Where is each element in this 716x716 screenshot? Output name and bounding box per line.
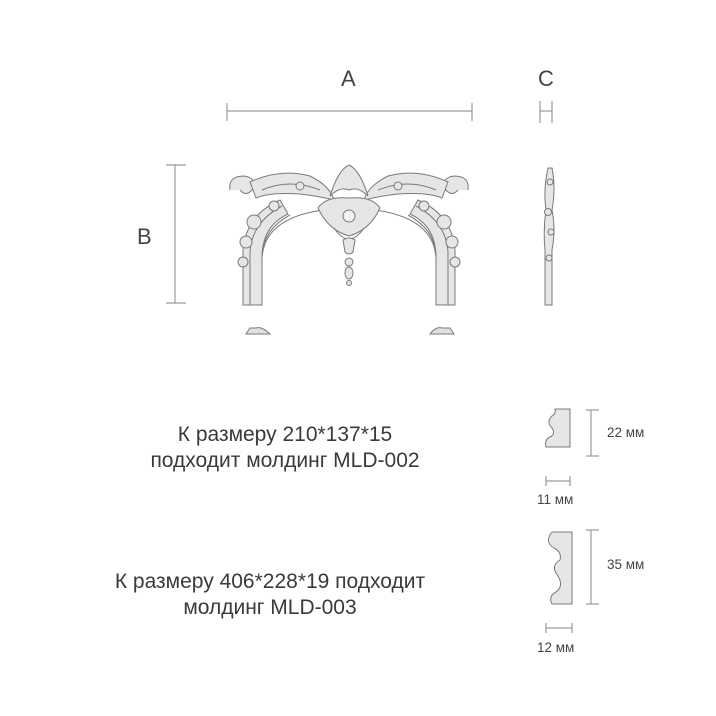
molding-profile-1 [546,409,600,486]
dimension-b-line [166,165,186,303]
caption-size-2 [45,569,495,621]
caption-size-1-line2: подходит молдинг MLD-002 [150,449,420,472]
profile-2-width-label: 12 мм [537,640,575,655]
caption-size-1-line1: К размеру 210*137*15 [177,423,393,446]
caption-size-1 [60,422,510,474]
dimension-a-label: A [341,66,356,91]
dimension-a-line [227,103,472,121]
profile-1-width-label: 11 мм [537,492,574,507]
left-base-detail [246,328,270,334]
dimension-c-label: C [538,66,554,91]
arch-ornament-front-view [230,165,468,305]
arch-ornament-side-view [544,168,554,305]
dimension-c-line [540,101,552,123]
caption-size-2-line1: К размеру 406*228*19 подходит [114,570,426,593]
profile-1-height-label: 22 мм [607,425,645,440]
dimension-b-label: B [137,224,152,249]
right-base-detail [430,328,454,334]
caption-size-2-line2: молдинг MLD-003 [183,596,357,619]
molding-profile-2 [546,530,599,633]
profile-2-height-label: 35 мм [607,557,645,572]
